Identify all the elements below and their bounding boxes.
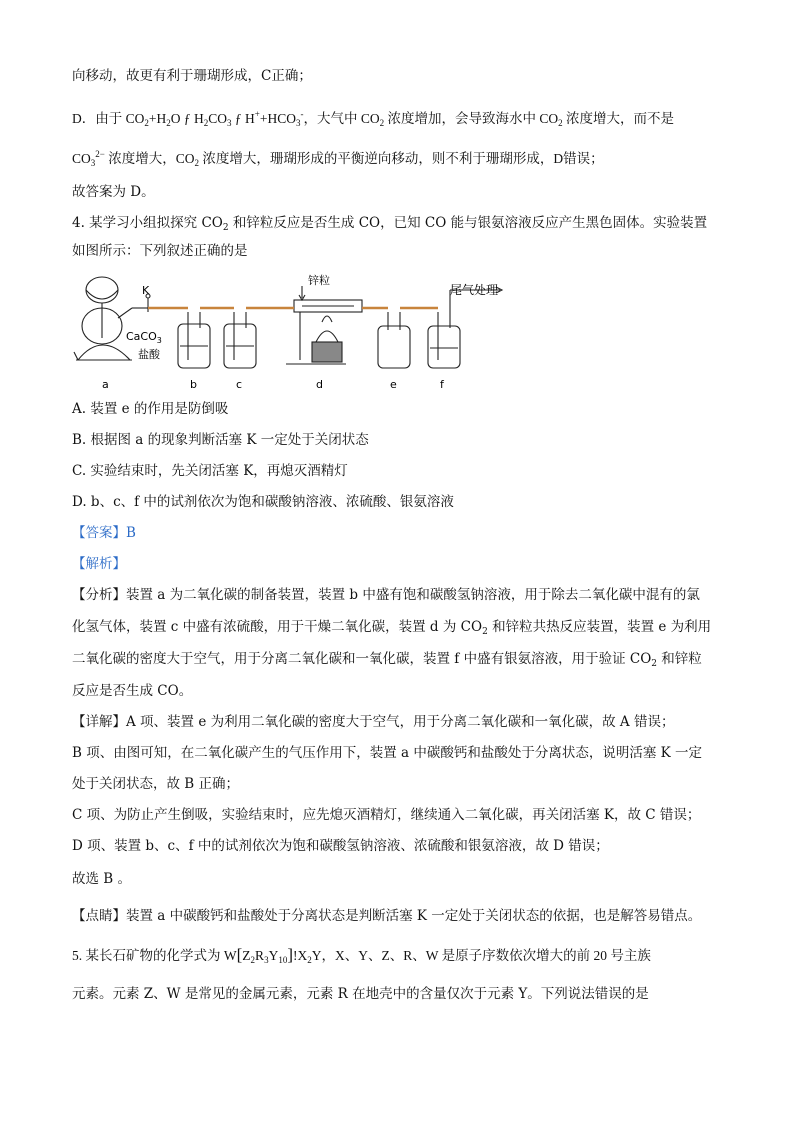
analysis-line: 化氢气体，装置 c 中盛有浓硫酸，用于干燥二氧化碳，装置 d 为 $CO_2$ 和锌粒共热反应装置，装置 e 为利用: [72, 619, 712, 637]
label-e: e: [390, 378, 397, 391]
apparatus-figure: [72, 268, 532, 394]
comment-line: 【点睛】装置 a 中碳酸钙和盐酸处于分离状态是判断活塞 K 一定处于关闭状态的依据，也是解答易错点。: [72, 908, 702, 924]
question-4-stem: 如图所示：下列叙述正确的是: [72, 243, 248, 259]
label-k: K: [142, 284, 150, 297]
label-acid: 盐酸: [138, 348, 160, 361]
analysis-line: 二氧化碳的密度大于空气，用于分离二氧化碳和一氧化碳，装置 f 中盛有银氨溶液，用于验证 $CO_2$ 和锌粒: [72, 651, 702, 669]
label-zinc: 锌粒: [308, 274, 330, 287]
analysis-line: 反应是否生成 CO。: [72, 683, 193, 699]
label-f: f: [440, 378, 444, 391]
detail-line: B 项、由图可知，在二氧化碳产生的气压作用下，装置 a 中碳酸钙和盐酸处于分离状态，说明活塞 K 一定: [72, 745, 703, 761]
option-b: B. 根据图 a 的现象判断活塞 K 一定处于关闭状态: [72, 432, 369, 448]
option-a: A. 装置 e 的作用是防倒吸: [72, 401, 229, 417]
text-line: 故答案为 D。: [72, 184, 155, 200]
label-c: c: [236, 378, 243, 391]
detail-line: 故选 B 。: [72, 871, 132, 887]
label-caco3: CaCO$_3$: [126, 330, 162, 345]
analysis-line: 【分析】装置 a 为二氧化碳的制备装置，装置 b 中盛有饱和碳酸氢钠溶液，用于除去二氧化碳中混有的氯: [72, 587, 700, 603]
question-4-stem: 4. 某学习小组拟探究 $CO_2$ 和锌粒反应是否生成 CO，已知 CO 能与银氨溶液反应产生黑色固体。实验装置: [72, 215, 708, 233]
text-line: $CO_3^{2-}$ 浓度增大，$CO_2$ 浓度增大，珊瑚形成的平衡逆向移动，则不利于珊瑚形成，D错误；: [72, 149, 604, 168]
label-tail: 尾气处理: [450, 283, 499, 297]
label-a: a: [102, 378, 109, 391]
label-b: b: [190, 378, 197, 391]
analysis-heading: 【解析】: [72, 556, 126, 572]
option-c: C. 实验结束时，先关闭活塞 K，再熄灭酒精灯: [72, 463, 348, 479]
equilibrium-line: D．由于 $CO_2+H_2O$ ƒ $H_2CO_3$ ƒ $H^++HCO_3^-$，大气中 $CO_2$ 浓度增加，会导致海水中 $CO_2$ 浓度增大，而不是: [72, 109, 675, 128]
detail-line: D 项、装置 b、c、f 中的试剂依次为饱和碳酸氢钠溶液、浓硫酸和银氨溶液，故 D 错误；: [72, 838, 609, 854]
question-5-stem: 元素。元素 Z、W 是常见的金属元素，元素 R 在地壳中的含量仅次于元素 Y。下列说法错误的是: [72, 986, 649, 1002]
detail-line: C 项、为防止产生倒吸，实验结束时，应先熄灭酒精灯，继续通入二氧化碳，再关闭活塞 K，故 C 错误；: [72, 807, 701, 823]
detail-line: 处于关闭状态，故 B 正确；: [72, 776, 240, 792]
label-d: d: [316, 378, 323, 391]
detail-line: 【详解】A 项、装置 e 为利用二氧化碳的密度大于空气，用于分离二氧化碳和一氧化碳，故 A 错误；: [72, 714, 675, 730]
text-line: 向移动，故更有利于珊瑚形成，C正确；: [72, 68, 312, 84]
question-5-stem: 5. 某长石矿物的化学式为 $W[Z_2R_3Y_{10}]ǃX_2Y$，X、Y、Z、R、W 是原子序数依次增大的前 20 号主族: [72, 945, 651, 965]
answer-line: 【答案】B: [72, 525, 136, 541]
option-d: D. b、c、f 中的试剂依次为饱和碳酸钠溶液、浓硫酸、银氨溶液: [72, 494, 454, 510]
